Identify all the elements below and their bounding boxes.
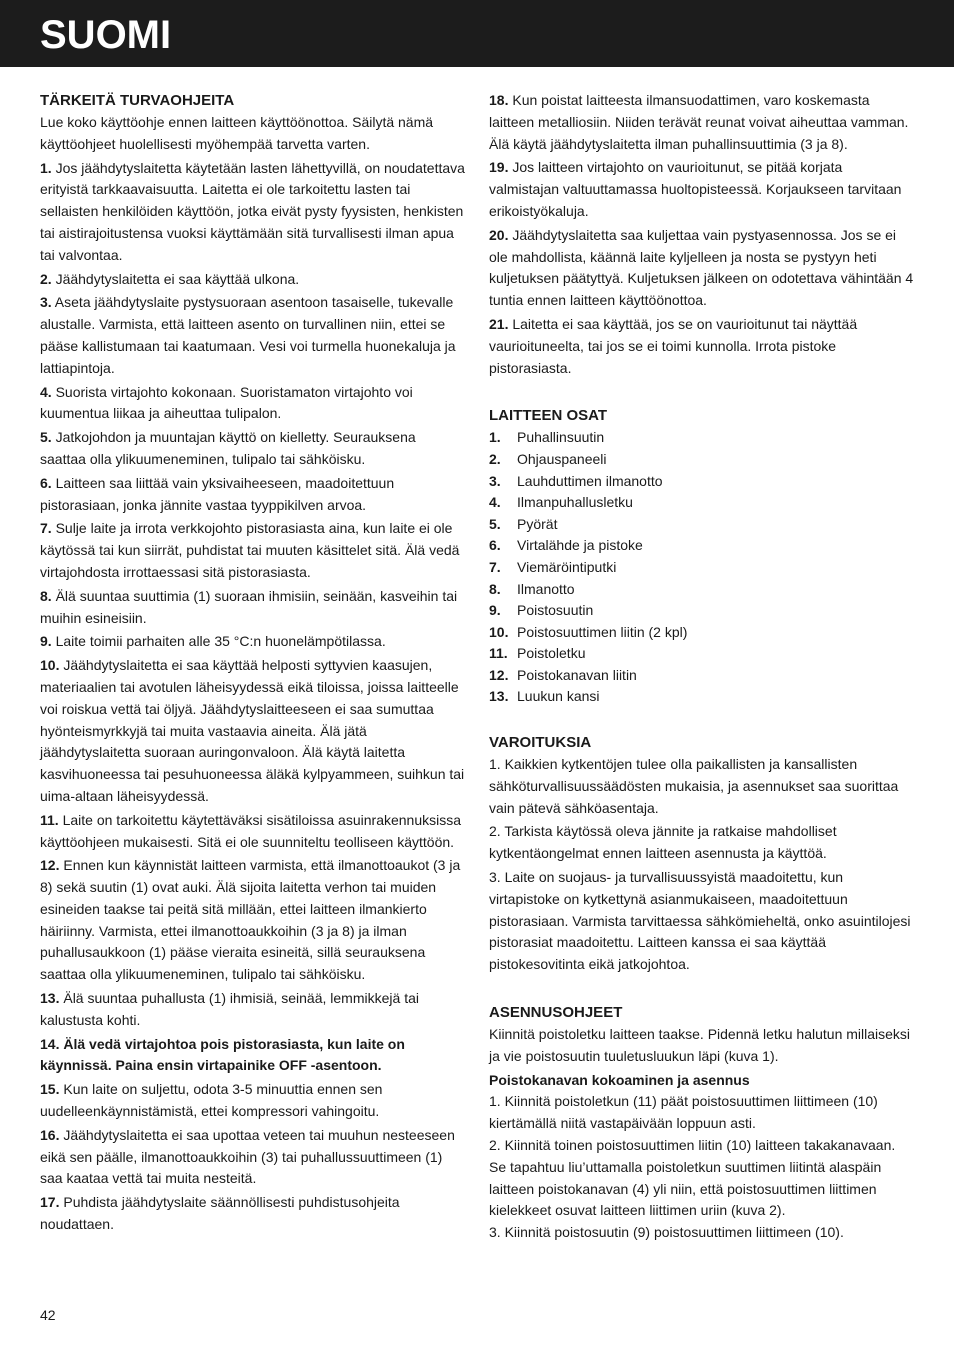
install-heading: ASENNUSOHJEET [489,1004,623,1022]
safety-item-text: Jäähdytyslaitetta ei saa käyttää ulkona. [51,270,300,287]
part-label: Puhallinsuutin [517,429,605,446]
safety-item [489,225,914,312]
warnings-list [489,754,914,976]
safety-item [40,518,465,583]
safety-item-text: Jos jäähdytyslaitetta käytetään lasten lähettyvillä, on noudatettava erityistä tarkkaavaisuutta. Laitetta ei ole tarkoitettu lasten tai sellaisten henkilöiden käyttöön, jotka eivät pysty fyysisten, henkisten tai aistirajoitustensa vuoksi käyttämään sitä turvallisesti ilman apua tai valvontaa. [40,159,465,263]
part-label: Poistosuutin [517,602,594,619]
safety-item-number: 1. [40,159,52,176]
safety-item-number: 15. [40,1081,60,1098]
part-label: Poistokanavan liitin [517,666,637,683]
safety-item-number: 2. [40,270,52,287]
part-label: Poistosuuttimen liitin (2 kpl) [517,623,688,640]
safety-item [40,855,465,986]
safety-item-number: 21. [489,315,509,332]
part-number: 2. [489,450,501,467]
parts-list [489,427,914,708]
part-item [489,535,914,557]
part-item [489,665,914,687]
part-item [489,557,914,579]
part-label: Virtalähde ja pistoke [517,537,643,554]
safety-item-text: Jos laitteen virtajohto on vaurioitunut, se pitää korjata valmistajan valtuuttamassa huoltopisteessä. Korjaukseen tarvitaan erikoistyökaluja. [489,159,902,219]
safety-intro: Lue koko käyttöohje ennen laitteen käyttöönottoa. Säilytä nämä käyttöohjeet huolellisesti myöhempää tarvetta varten. [40,114,434,152]
warning-item: 1. Kaikkien kytkentöjen tulee olla paikallisten ja kansallisten sähköturvallisuussäädösten mukaisia, ja asennukset saa suorittaa vain pätevä sähköasentaja. [489,756,899,816]
safety-item [40,1192,465,1236]
part-number: 7. [489,558,501,575]
part-number: 10. [489,623,509,640]
part-item [489,579,914,601]
left-column [40,90,465,1238]
part-label: Luukun kansi [517,688,600,705]
safety-item-text: Laitetta ei saa käyttää, jos se on vaurioitunut tai näyttää vaurioituneelta, tai jos se ei toimi kunnolla. Irrota pistoke pistorasiasta. [489,315,858,376]
safety-item [40,1079,465,1123]
part-number: 6. [489,537,501,554]
part-label: Ilmanpuhallusletku [517,494,633,511]
safety-item [40,1125,465,1190]
part-number: 3. [489,472,501,489]
safety-item-text: Aseta jäähdytyslaite pystysuoraan asentoon tasaiselle, tukevalle alustalle. Varmista, että laitteen asento on turvallinen niin, ettei se pääse kallistumaan tai kaatumaan. Vesi voi turmella huonekaluja ja lattiapintoja. [40,294,456,376]
warnings-heading: VAROITUKSIA [489,734,592,752]
part-label: Viemäröintiputki [517,558,617,575]
safety-item-text: Puhdista jäähdytyslaite säännöllisesti puhdistusohjeita noudattaen. [40,1194,400,1233]
safety-list [40,158,465,1236]
safety-item [40,473,465,517]
part-item [489,686,914,708]
safety-item-text: Älä suuntaa puhallusta (1) ihmisiä, seinää, lemmikkejä tai kalustusta kohti. [40,990,419,1028]
part-number: 11. [489,645,508,662]
safety-item-text: Kun poistat laitteesta ilmansuodattimen, varo koskemasta laitteen metalliosiin. Niiden terävät reunat voivat aiheuttaa vamman. Älä käytä jäähdytyslaitetta ilman puhallinsuuttimia (3 ja 8). [489,92,909,152]
safety-item [40,158,465,267]
install-steps [489,1091,914,1244]
page-number: 42 [40,1307,56,1323]
warning-item: 3. Laite on suojaus- ja turvallisuussyistä maadoitettu, kun virtapistoke on kytkettynä asianmukaiseen, maadoitettuun pistorasiaan. Varmista tarvittaessa sähkömieheltä, onko asuintilojesi pistorasiat maadoitettu. Laitteen kanssa ei saa käyttää pistokesovitinta eikä jatkojohtoa. [489,869,911,973]
safety-item-text: Jäähdytyslaitetta saa kuljettaa vain pystyasennossa. Jos se ei ole mahdollista, käännä laite kyljelleen ja nosta se pystyyn heti kuljetuksen päätyttyä. Kuljetuksen jälkeen on odotettava vähintään 4 tuntia ennen laitteen käyttöönottoa. [489,226,914,309]
install-step: 3. Kiinnitä poistosuutin (9) poistosuuttimen liittimeen (10). [489,1224,844,1241]
part-number: 12. [489,666,509,683]
safety-item-number: 14. [40,1035,60,1052]
safety-item-number: 17. [40,1194,60,1211]
page-header [0,0,954,67]
safety-heading: TÄRKEITÄ TURVAOHJEITA [40,92,235,109]
install-step: 1. Kiinnitä poistoletkun (11) päät poistosuuttimen liittimeen (10) kiertämällä niitä vastapäivään loppuun asti. [489,1093,878,1132]
safety-item-text: Älä suuntaa suuttimia (1) suoraan ihmisiin, seinään, kasveihin tai muihin esineisiin. [40,587,458,626]
safety-item-number: 5. [40,429,52,446]
part-label: Poistoletku [517,645,586,662]
safety-item [40,382,465,426]
safety-item-number: 13. [40,990,60,1007]
safety-item-text: Laitteen saa liittää vain yksivaiheeseen, maadoitettuun pistorasiaan, jonka jännite vastaa tyyppikilven arvoa. [40,474,395,513]
part-label: Lauhduttimen ilmanotto [517,472,663,489]
safety-item [40,292,465,379]
safety-item-number: 9. [40,633,52,650]
part-item [489,427,914,449]
part-label: Ohjauspaneeli [517,450,607,467]
safety-item-text: Laite toimii parhaiten alle 35 °C:n huonelämpötilassa. [51,633,386,650]
safety-item-number: 20. [489,226,509,243]
safety-item [40,269,465,291]
part-item [489,622,914,644]
safety-item [40,655,465,808]
safety-item-text: Sulje laite ja irrota verkkojohto pistorasiasta aina, kun laite ei ole käytössä tai kun siirrät, puhdistat tai muuten käsittelet sitä. Älä vedä virtajohdosta irrottaessasi sitä pistorasiasta. [40,520,460,580]
part-item [489,600,914,622]
part-number: 13. [489,688,509,705]
safety-item-text: Älä vedä virtajohtoa pois pistorasiasta, kun laite on käynnissä. Paina ensin virtapainike OFF -asentoon. [40,1035,405,1074]
install-subheading: Poistokanavan kokoaminen ja asennus [489,1071,750,1088]
safety-item-number: 12. [40,857,60,874]
safety-item [40,631,465,653]
part-item [489,492,914,514]
safety-item-number: 10. [40,657,60,674]
safety-item-number: 18. [489,92,509,108]
parts-heading: LAITTEEN OSAT [489,407,608,425]
safety-item [489,157,914,222]
safety-item-number: 8. [40,587,52,604]
safety-item-text: Jatkojohdon ja muuntajan käyttö on kielletty. Seurauksena saattaa olla ylikuumeneminen, tulipalo tai sähköisku. [40,429,416,467]
safety-list-continued [489,90,914,379]
part-item [489,514,914,536]
part-item [489,643,914,665]
part-item [489,449,914,471]
safety-item-number: 3. [40,294,52,311]
safety-item-text: Suorista virtajohto kokonaan. Suoristamaton virtajohto voi kuumentua liikaa ja aiheuttaa tulipalon. [40,383,413,422]
safety-item-number: 7. [40,520,52,537]
safety-item [40,810,465,854]
safety-item [40,1034,465,1078]
part-number: 1. [489,429,501,446]
safety-item-number: 19. [489,159,509,176]
safety-item [40,586,465,630]
part-number: 9. [489,602,501,619]
part-label: Ilmanotto [517,580,575,597]
safety-item-number: 6. [40,474,52,491]
language-title: SUOMI [40,13,172,57]
safety-item-number: 4. [40,383,52,400]
safety-item [40,427,465,471]
safety-item [489,90,914,155]
safety-item-text: Jäähdytyslaitetta ei saa käyttää helposti syttyvien kaasujen, materiaalien tai avotulen läheisyydessä eikä tiloissa, joissa laitteelle voi roiskua vettä tai öljyä. Jäähdytyslaitteeseen ei saa sumuttaa hyönteismyrkkyjä tai muita vastaavia aineita. Älä jätä jäähdytyslaitetta suoraan auringonvaloon. Älä käytä laitetta kasvihuoneessa tai pesuhuoneessa äläkä kylpyammeen, suihkun tai uima-altaan läheisyydessä. [40,657,465,804]
part-number: 4. [489,494,501,511]
safety-item-number: 16. [40,1126,60,1143]
part-number: 5. [489,515,501,532]
safety-item-text: Ennen kun käynnistät laitteen varmista, että ilmanottoaukot (3 ja 8) sekä suutin (1) ovat auki. Älä sijoita laitetta verhon tai muiden esineiden taakse tai peitä sitä millään, ettei laitteen ilmankierto häiriinny. Varmista, ettei ilmanottoaukkoihin (3 ja 8) ja ilman puhallusaukkoon (1) pääse vieraita esineitä, sillä seurauksena saattaa olla ylikuumeneminen, tulipalo tai sähköisku. [40,857,461,983]
part-number: 8. [489,580,501,597]
part-item [489,471,914,493]
safety-item [489,314,914,379]
right-column [489,90,914,1244]
safety-item-number: 11. [40,811,59,828]
safety-item-text: Jäähdytyslaitetta ei saa upottaa veteen tai muuhun nesteeseen eikä sen päälle, ilmanottoaukkoihin (3) tai puhallussuuttimeen (1) saa kaataa vettä tai muita nesteitä. [40,1126,455,1187]
safety-item-text: Laite on tarkoitettu käytettäväksi sisätiloissa asuinrakennuksissa käyttöohjeen mukaisesti. Sitä ei ole suunniteltu teolliseen käyttöön. [40,811,462,850]
part-label: Pyörät [517,515,558,532]
safety-item [40,988,465,1032]
install-intro: Kiinnitä poistoletku laitteen taakse. Pidennä letku halutun millaiseksi ja vie poistosuutin tuuletusluukun läpi (kuva 1). [489,1026,911,1064]
safety-item-text: Kun laite on suljettu, odota 3-5 minuuttia ennen sen uudelleenkäynnistämistä, ettei kompressori vahingoitu. [40,1081,383,1120]
warning-item: 2. Tarkista käytössä oleva jännite ja ratkaise mahdolliset kytkentäongelmat ennen laitteen asennusta ja käyttöä. [489,823,837,862]
install-step: 2. Kiinnitä toinen poistosuuttimen liitin (10) laitteen takakanavaan. Se tapahtuu liu’uttamalla poistoletkun suuttimen liitintä alaspäin laitteen poistokanavan (4) yli niin, että poistosuuttimen liittimen kielekkeet osuvat laitteen liittimen uriin (kuva 2). [489,1137,896,1219]
